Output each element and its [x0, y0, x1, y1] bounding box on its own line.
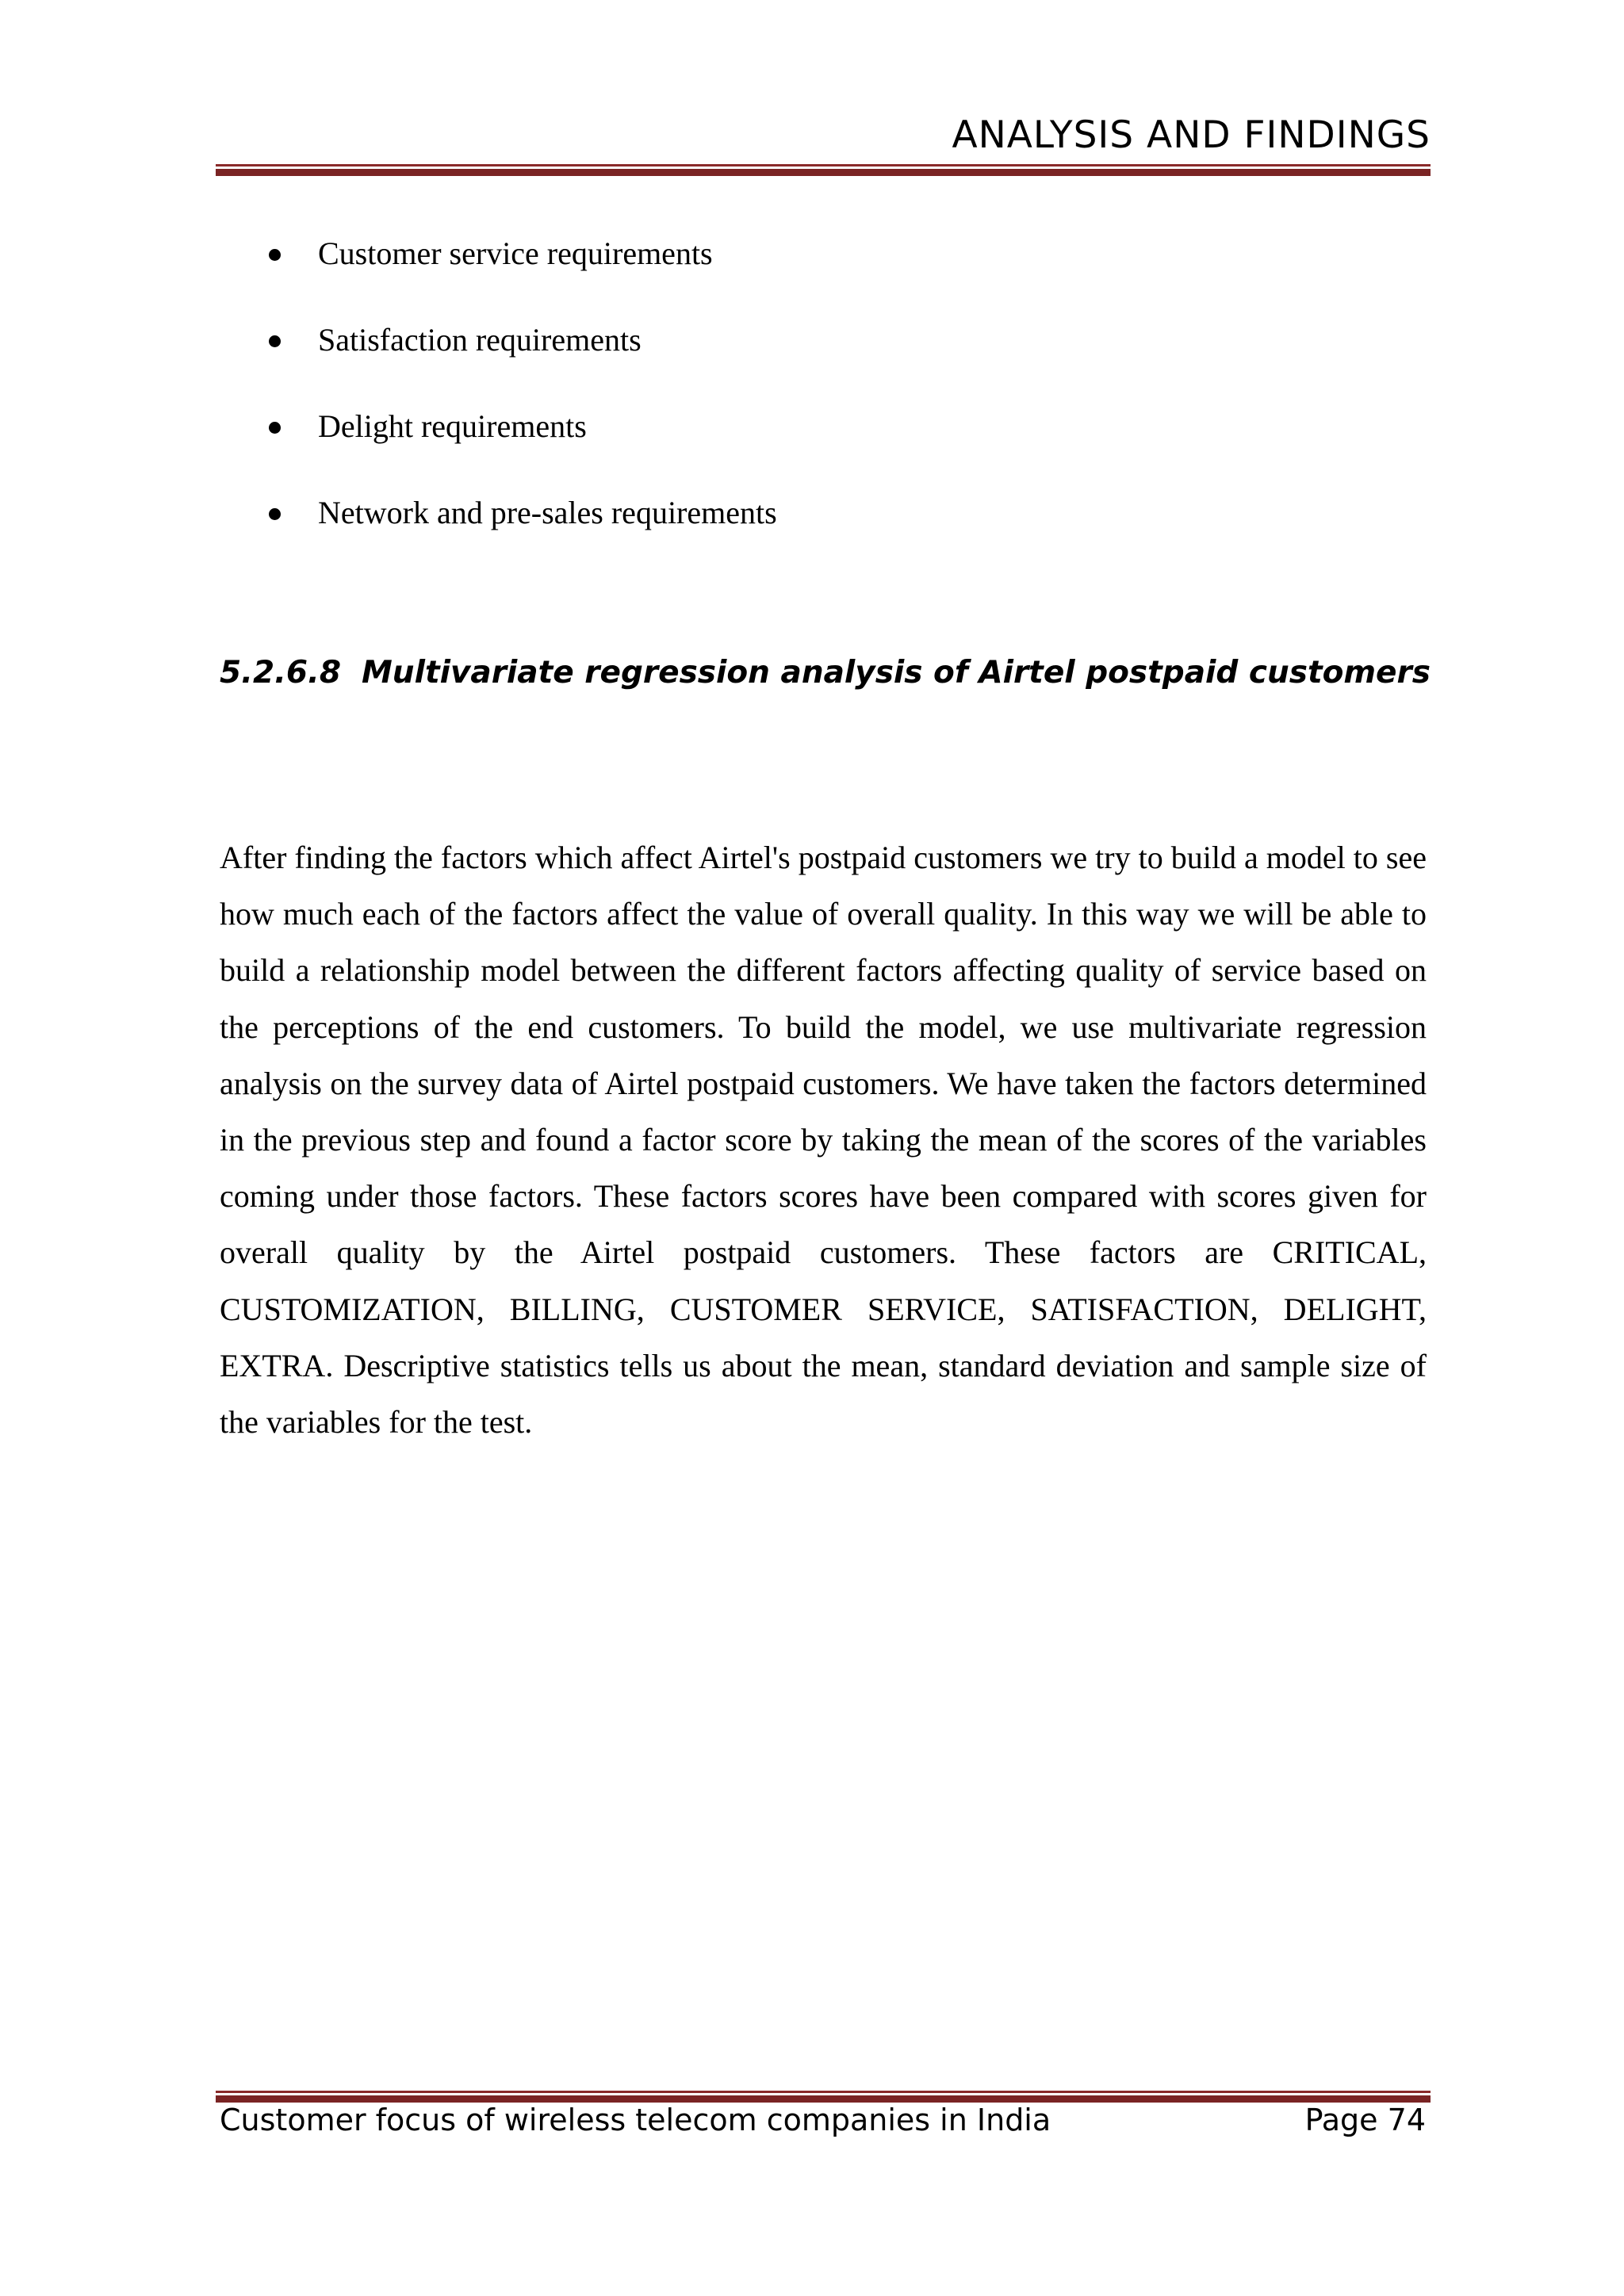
page-header-title: ANALYSIS AND FINDINGS: [952, 113, 1431, 157]
bullet-text: Network and pre-sales requirements: [318, 495, 777, 530]
section-title: Multivariate regression analysis of Airtel postpaid customers: [362, 655, 1431, 691]
section-heading: [220, 655, 1431, 691]
footer-rule: [216, 2091, 1431, 2103]
bullet-text: Delight requirements: [318, 408, 587, 444]
requirements-bullet-list: [267, 230, 777, 576]
bullet-dot-icon: [269, 508, 281, 520]
bullet-dot-icon: [269, 249, 281, 261]
header-rule: [216, 164, 1431, 176]
footer-rule-thick-line: [216, 2095, 1431, 2103]
bullet-dot-icon: [269, 422, 281, 434]
bullet-item: [267, 489, 777, 576]
bullet-item: [267, 230, 777, 316]
footer-page-number: Page 74: [1304, 2103, 1426, 2137]
bullet-item: [267, 316, 777, 403]
bullet-text: Satisfaction requirements: [318, 322, 642, 358]
footer-document-title: Customer focus of wireless telecom companies in India: [220, 2103, 1051, 2137]
body-paragraph: After finding the factors which affect Airtel's postpaid customers we try to build a model to see how much each of the factors affect the value of overall quality. In this way we will be able to build a relationship model between the different factors affecting quality of service based on the perceptions of the end customers. To build the model, we use multivariate regression analysis on the survey data of Airtel postpaid customers. We have taken the factors determined in the previous step and found a factor score by taking the mean of the scores of the variables coming under those factors. These factors scores have been compared with scores given for overall quality by the Airtel postpaid customers. These factors are CRITICAL, CUSTOMIZATION, BILLING, CUSTOMER SERVICE, SATISFACTION, DELIGHT, EXTRA. Descriptive statistics tells us about the mean, standard deviation and sample size of the variables for the test.: [220, 840, 1427, 1441]
bullet-dot-icon: [269, 335, 281, 347]
bullet-text: Customer service requirements: [318, 235, 713, 271]
bullet-item: [267, 403, 777, 489]
section-number: 5.2.6.8: [220, 655, 341, 691]
header-rule-thick-line: [216, 169, 1431, 176]
